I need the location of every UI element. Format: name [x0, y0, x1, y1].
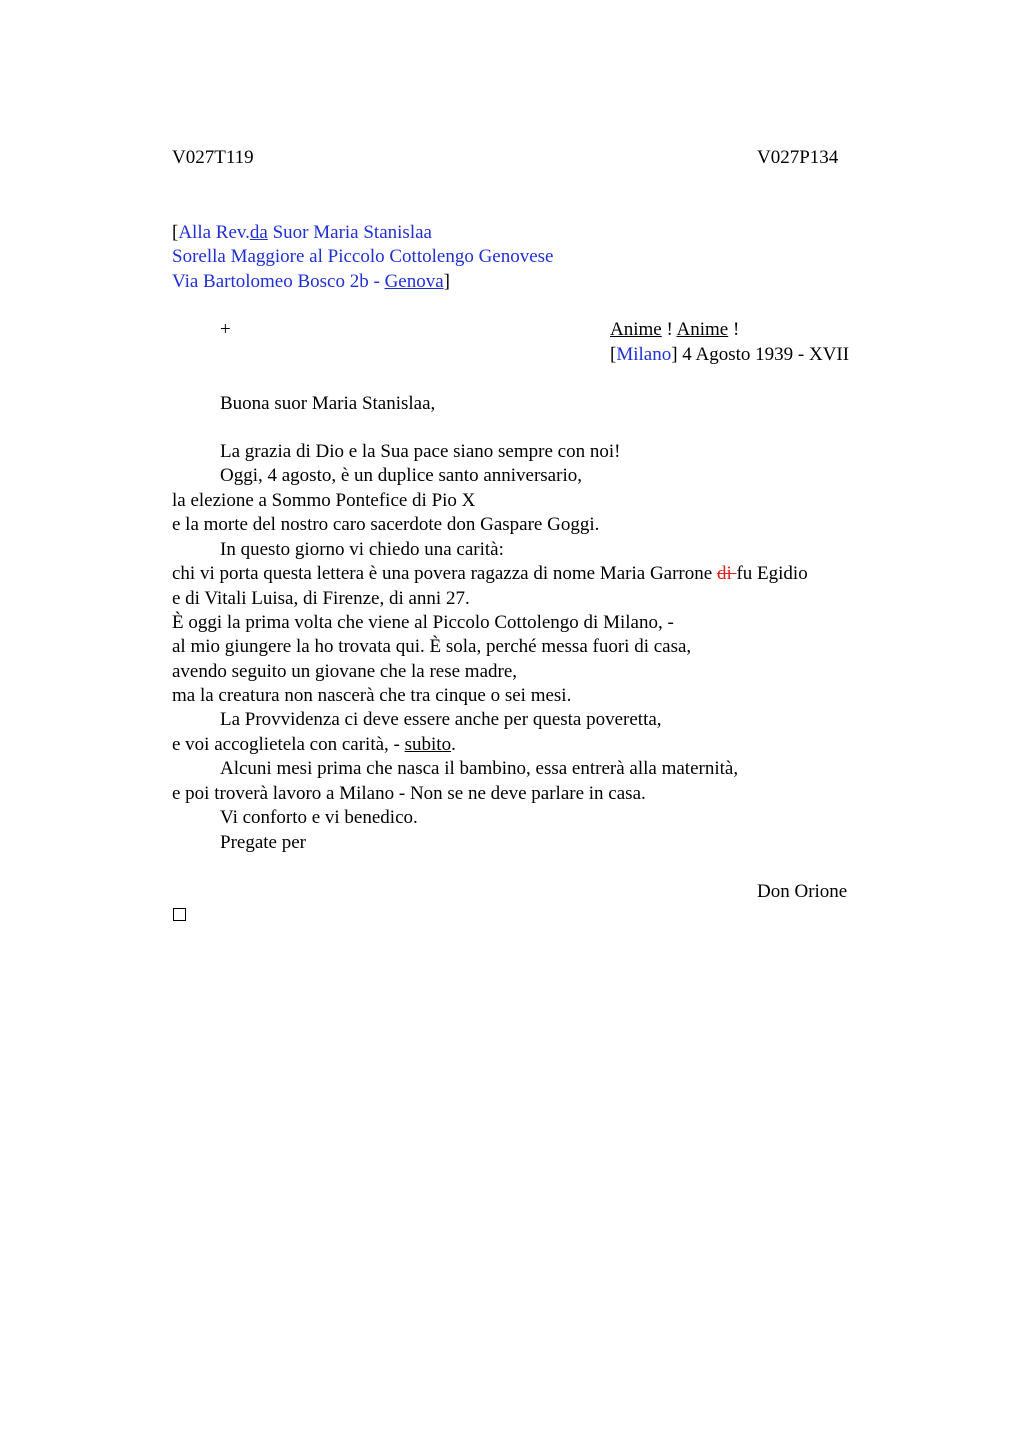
body-line: La Provvidenza ci deve essere anche per questa poveretta, — [220, 709, 662, 730]
body-line: e di Vitali Luisa, di Firenze, di anni 27. — [172, 588, 470, 609]
document-code-left: V027T119 — [172, 147, 254, 168]
body-line — [172, 562, 808, 586]
struck-text: di — [716, 563, 737, 584]
body-line: È oggi la prima volta che viene al Piccolo Cottolengo di Milano, - — [172, 612, 674, 633]
dateline-date: ] 4 Agosto 1939 - XVII — [671, 344, 850, 365]
body-text: fu Egidio — [736, 563, 808, 584]
underlined-text: subito — [404, 734, 452, 755]
body-line: Oggi, 4 agosto, è un duplice santo anniversario, — [220, 465, 582, 486]
body-line: Pregate per — [220, 832, 306, 853]
body-line: Vi conforto e vi benedico. — [220, 807, 418, 828]
end-marker-box-icon — [173, 908, 186, 921]
body-line: ma la creatura non nascerà che tra cinque o sei mesi. — [172, 685, 572, 706]
address-city: Genova — [384, 271, 444, 292]
body-line: avendo seguito un giovane che la rese madre, — [172, 661, 518, 682]
body-text: e voi accoglietela con carità, - — [172, 734, 405, 755]
body-text: . — [451, 734, 456, 755]
body-line: Alcuni mesi prima che nasca il bambino, essa entrerà alla maternità, — [220, 758, 739, 779]
body-line: e poi troverà lavoro a Milano - Non se ne deve parlare in casa. — [172, 783, 646, 804]
motto — [610, 318, 739, 342]
motto-word-2: Anime — [676, 319, 729, 340]
address-recipient-title-abbrev: da — [249, 222, 268, 243]
signature: Don Orione — [757, 881, 848, 902]
address-line-3 — [172, 270, 450, 294]
body-line: La grazia di Dio e la Sua pace siano sempre con noi! — [220, 441, 621, 462]
body-line: In questo giorno vi chiedo una carità: — [220, 539, 504, 560]
address-line-1 — [172, 221, 432, 245]
motto-separator-1: ! — [661, 319, 677, 340]
address-close-bracket: ] — [443, 271, 450, 292]
body-line: al mio giungere la ho trovata qui. È sola, perché messa fuori di casa, — [172, 636, 692, 657]
address-street: Via Bartolomeo Bosco 2b - — [172, 271, 385, 292]
body-line: e la morte del nostro caro sacerdote don Gaspare Goggi. — [172, 514, 600, 535]
motto-word-1: Anime — [610, 319, 662, 340]
address-recipient-title: Alla Rev. — [178, 222, 250, 243]
salutation: Buona suor Maria Stanislaa, — [220, 393, 436, 414]
cross-symbol: + — [220, 319, 231, 340]
document-code-right: V027P134 — [757, 147, 839, 168]
body-text: chi vi porta questa lettera è una povera ragazza di nome Maria Garrone — [172, 563, 717, 584]
dateline-open-bracket: [ — [610, 344, 617, 365]
body-line — [172, 733, 456, 757]
address-open-bracket: [ — [172, 222, 179, 243]
body-line: la elezione a Sommo Pontefice di Pio X — [172, 490, 476, 511]
motto-separator-2: ! — [728, 319, 740, 340]
address-recipient-name: Suor Maria Stanislaa — [267, 222, 432, 243]
dateline — [610, 343, 849, 367]
dateline-place: Milano — [616, 344, 672, 365]
address-line-2: Sorella Maggiore al Piccolo Cottolengo Genovese — [172, 246, 554, 267]
